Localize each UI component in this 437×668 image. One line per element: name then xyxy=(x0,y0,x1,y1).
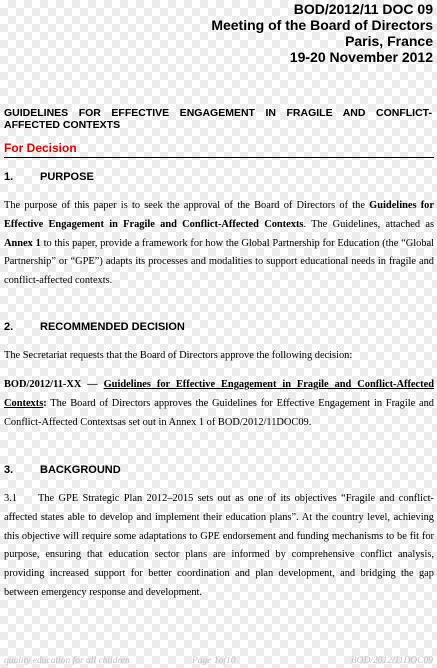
background-paragraph xyxy=(4,490,434,603)
section-title: RECOMMENDED DECISION xyxy=(40,321,185,333)
footer-page-number: Page 1of10 xyxy=(192,656,236,666)
decision-colon: : xyxy=(43,397,47,409)
document-title: GUIDELINES FOR EFFECTIVE ENGAGEMENT IN FRAGILE AND CONFLICT-AFFECTED CONTEXTS xyxy=(4,107,432,131)
section-heading-purpose xyxy=(4,170,94,184)
document-header xyxy=(211,1,433,65)
meeting-name: Meeting of the Board of Directors xyxy=(211,17,433,33)
document-reference: BOD/2012/11 DOC 09 xyxy=(293,1,433,17)
meeting-location: Paris, France xyxy=(345,33,433,49)
section-title: BACKGROUND xyxy=(40,464,121,476)
meeting-dates: 19-20 November 2012 xyxy=(289,49,433,65)
purpose-text-2: . The Guidelines, attached as xyxy=(303,218,435,230)
background-text: The GPE Strategic Plan 2012–2015 sets out as one of its objectives “Fragile and conflict-affected states able to develop and implement their education plans”. At the country level, achieving this objective will require some adaptations to GPE endorsement and funding mechanisms to be fit for purpose, ensuring that education sector plans are informed by comprehensive conflict analysis, providing increased support for better coordination and plan development, and bridging the gap between emergency response and development. xyxy=(4,493,434,598)
decision-text: The Board of Directors approves the Guidelines for Effective Engagement in Fragile and Conflict-Affected Contextsas set out in Annex 1 of BOD/2012/11DOC09. xyxy=(4,397,434,428)
section-number: 1. xyxy=(4,171,14,183)
purpose-text-1: The purpose of this paper is to seek the approval of the Board of Directors of the xyxy=(4,200,370,211)
decision-title-underlined: Guidelines for Effective Engagement in Fragile and Conflict-Affected Contexts xyxy=(4,379,434,409)
purpose-paragraph xyxy=(4,197,434,291)
guidelines-title-bold: Guidelines for Effective Engagement in Fragile and Conflict-Affected Contexts xyxy=(4,200,434,230)
footer-tagline: quality education for all children xyxy=(4,656,130,666)
footer-document-reference: BOD/2012/11DOC09 xyxy=(350,656,433,666)
for-decision-label xyxy=(4,140,434,158)
paragraph-number: 3.1 xyxy=(4,493,17,504)
annex-reference-bold: Annex 1 xyxy=(4,237,41,249)
section-number: 2. xyxy=(4,321,14,333)
section-title: PURPOSE xyxy=(40,171,94,183)
section-heading-background xyxy=(4,463,121,477)
section-heading-recommended-decision xyxy=(4,320,185,334)
purpose-text-3: to this paper, provide a framework for how the Global Partnership for Education (the “Global Partnership” or “GPE”) adapts its processes and modalities to support educational needs in fragile and conflict-affected contexts. xyxy=(4,237,434,287)
decision-paragraph xyxy=(4,376,434,432)
section-number: 3. xyxy=(4,464,14,476)
decision-reference: BOD/2012/11-XX — xyxy=(4,379,104,390)
decision-intro-paragraph: The Secretariat requests that the Board of Directors approve the following decision: xyxy=(4,350,353,361)
for-decision-text: For Decision xyxy=(4,141,77,155)
